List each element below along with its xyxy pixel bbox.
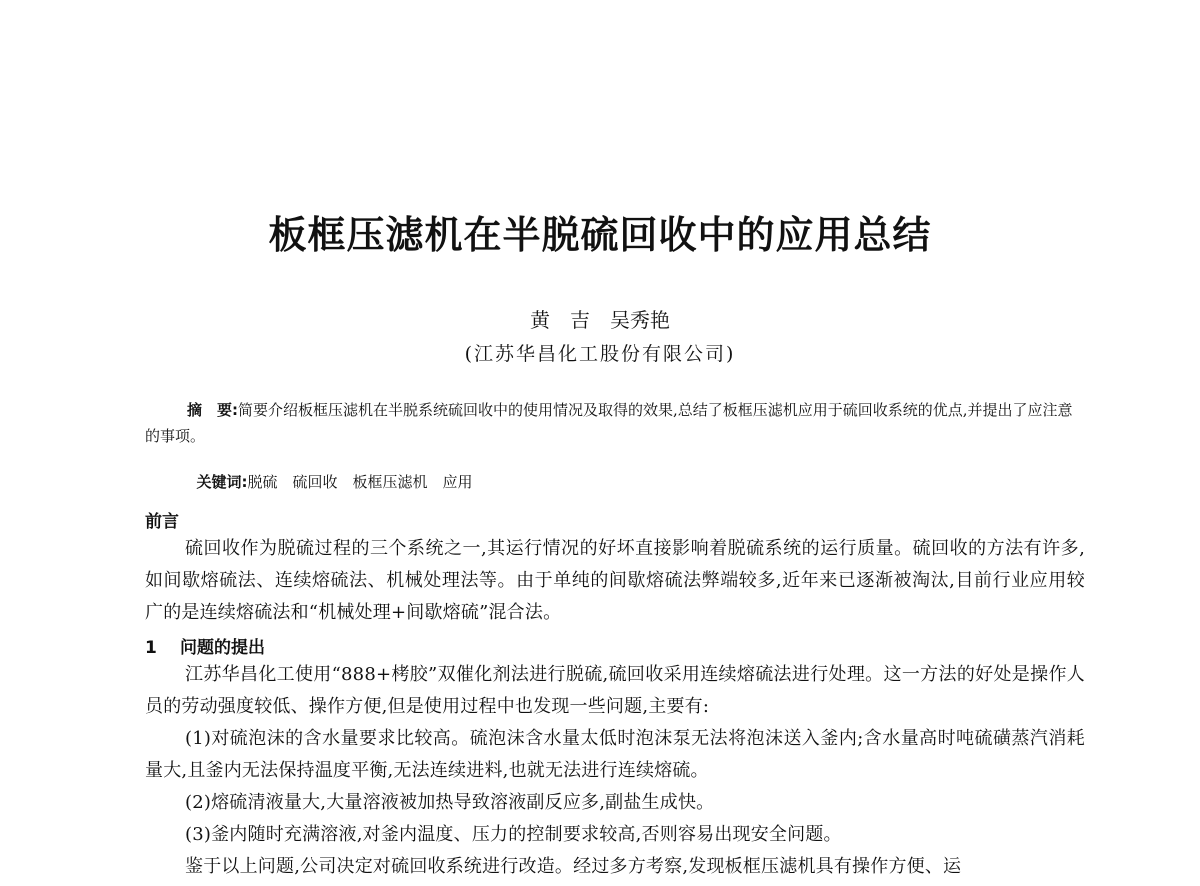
section-number: 1 <box>145 638 157 658</box>
paper-title: 板框压滤机在半脱硫回收中的应用总结 <box>268 212 932 257</box>
keywords <box>187 453 473 492</box>
abstract-label: 摘 要: <box>187 401 238 419</box>
list-item: (2)熔硫清液量大,大量溶液被加热导致溶液副反应多,副盐生成快。 <box>185 792 715 813</box>
body-paragraph: 江苏华昌化工使用“888+栲胶”双催化剂法进行脱硫,硫回收采用连续熔硫法进行处理。这一方法的好处是操作人员的劳动强度较低、操作方便,但是使用过程中也发现一些问题,主要有: <box>145 664 1085 717</box>
abstract-text: 简要介绍板框压滤机在半脱系统硫回收中的使用情况及取得的效果,总结了板框压滤机应用于硫回收系统的优点,并提出了应注意的事项。 <box>145 401 1073 445</box>
preface-paragraph: 硫回收作为脱硫过程的三个系统之一,其运行情况的好坏直接影响着脱硫系统的运行质量。硫回收的方法有许多,如间歇熔硫法、连续熔硫法、机械处理法等。由于单纯的间歇熔硫法弊端较多,近年来已逐渐被淘汰,目前行业应用较广的是连续熔硫法和“机械处理+间歇熔硫”混合法。 <box>145 538 1085 623</box>
section-1-heading <box>145 633 265 658</box>
keywords-text: 脱硫 硫回收 板框压滤机 应用 <box>247 473 473 491</box>
affiliation: (江苏华昌化工股份有限公司) <box>464 343 736 365</box>
preface-heading: 前言 <box>145 512 179 532</box>
author-list: 黄 吉 吴秀艳 <box>530 308 670 332</box>
keywords-label: 关键词: <box>196 473 248 491</box>
section-title: 问题的提出 <box>180 638 265 658</box>
list-item: (1)对硫泡沫的含水量要求比较高。硫泡沫含水量太低时泡沫泵无法将泡沫送入釜内;含水量高时吨硫磺蒸汽消耗量大,且釜内无法保持温度平衡,无法连续进料,也就无法进行连续熔硫。 <box>145 728 1085 781</box>
body-paragraph: 鉴于以上问题,公司决定对硫回收系统进行改造。经过多方考察,发现板框压滤机具有操作方便、运 <box>185 856 962 877</box>
list-item: (3)釜内随时充满溶液,对釜内温度、压力的控制要求较高,否则容易出现安全问题。 <box>185 824 842 845</box>
abstract <box>145 397 1085 449</box>
